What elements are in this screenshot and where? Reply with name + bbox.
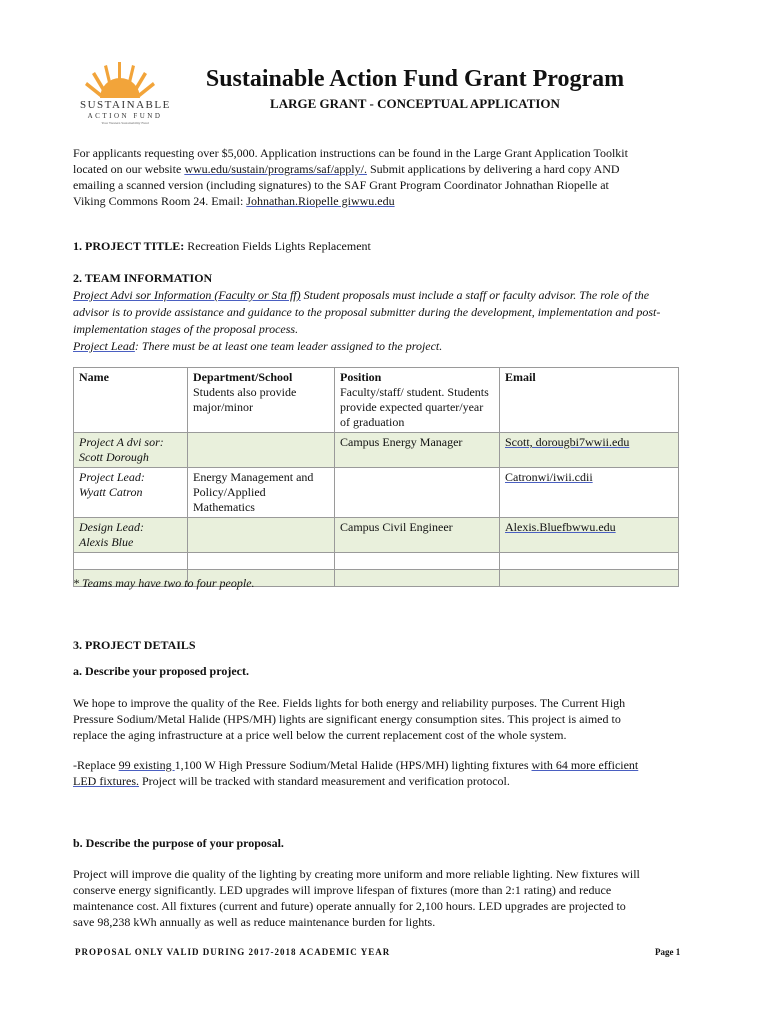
replacement-line-1	[73, 757, 703, 773]
replacement-new: with 64 more efficient	[531, 758, 639, 772]
lead-dept-cell: Energy Management and Policy/Applied Mathematics	[188, 468, 335, 518]
describe-project-label: a. Describe your proposed project.	[73, 664, 249, 678]
intro-text: located on our website	[73, 162, 185, 176]
advisor-label: Project Advi sor Information (Faculty or Sta ff)	[73, 288, 301, 302]
team-info-heading	[73, 271, 212, 286]
table-row	[74, 518, 679, 553]
intro-line-3: emailing a scanned version (including signatures) to the SAF Grant Program Coordinator Johnathan Riopelle at	[73, 178, 609, 192]
advisor-text: Student proposals must include a staff or faculty advisor. The role of the	[300, 288, 650, 302]
replacement-count: 99 existing	[118, 758, 175, 772]
intro-line-2	[73, 161, 703, 177]
lead-name-cell	[74, 468, 188, 518]
intro-text: Viking Commons Room 24. Email:	[73, 194, 247, 208]
logo-tagline: Your Western Sustainability Fund	[101, 121, 149, 125]
header-position	[335, 368, 500, 433]
purpose-line: maintenance cost. All fixtures (current and future) operate annually for 2,100 hours. LED upgrades are projected to	[73, 899, 626, 913]
project-title-label: 1. PROJECT TITLE:	[73, 239, 185, 253]
replacement-text: Project will be tracked with standard measurement and verification protocol.	[138, 774, 510, 788]
header-email	[500, 368, 679, 433]
logo-subtitle: ACTION FUND	[87, 112, 163, 120]
lead-label: Project Lead	[73, 339, 135, 353]
teams-note: * Teams may have two to four people.	[73, 576, 255, 590]
email-link[interactable]: Johnathan.Riopelle giwwu.edu	[246, 194, 395, 208]
page-number: Page 1	[655, 947, 681, 957]
lead-email-link[interactable]: Catronwi/iwii.cdii	[505, 470, 593, 484]
table-row	[74, 433, 679, 468]
purpose-line: save 98,238 kWh annually as well as reduce maintenance burden for lights.	[73, 915, 436, 929]
describe-purpose-label: b. Describe the purpose of your proposal.	[73, 836, 284, 850]
intro-line-4	[73, 193, 703, 209]
header-name	[74, 368, 188, 433]
design-dept-cell	[188, 518, 335, 553]
team-table	[73, 367, 679, 587]
advisor-email-link[interactable]: Scott, dorougbi7wwii.edu	[505, 435, 630, 449]
design-name-cell: Design Lead: Alexis Blue	[74, 518, 188, 553]
replacement-text: 1,100 W High Pressure Sodium/Metal Halide (HPS/MH) lighting fixtures	[174, 758, 532, 772]
project-replacement	[73, 757, 703, 789]
describe-project-heading	[73, 664, 249, 679]
design-email-cell	[500, 518, 679, 553]
header-email-label: Email	[505, 370, 536, 384]
page-title: Sustainable Action Fund Grant Program	[205, 66, 625, 92]
team-info-label: 2. TEAM INFORMATION	[73, 271, 213, 285]
table-row	[74, 468, 679, 518]
advisor-line-3: implementation stages of the proposal process.	[73, 322, 299, 336]
replacement-led: LED fixtures.	[73, 774, 139, 788]
header-dept	[188, 368, 335, 433]
advisor-line-1	[73, 287, 703, 304]
table-header-row	[74, 368, 679, 433]
project-description	[73, 695, 703, 743]
purpose-line: conserve energy significantly. LED upgrades will improve lifespan of fixtures (more than 2:1 rating) and reduce	[73, 883, 612, 897]
website-link[interactable]: wwu.edu/sustain/programs/saf/apply/.	[184, 162, 367, 176]
header-position-label: Position	[340, 370, 382, 384]
description-line: Pressure Sodium/Metal Halide (HPS/MH) lights are significant energy consumption sites. This project is aimed to	[73, 712, 621, 726]
purpose-description	[73, 866, 703, 930]
project-title-section	[73, 239, 371, 254]
advisor-line-2: advisor is to provide assistance and guidance to the proposal submitter during the development, implementation and post-	[73, 305, 661, 319]
advisor-name-cell: Project A dvi sor: Scott Dorough	[74, 433, 188, 468]
advisor-position-cell: Campus Energy Manager	[335, 433, 500, 468]
header-dept-note: Students also provide major/minor	[193, 385, 297, 414]
description-line: replace the aging infrastructure at a price well below the current replacement cost of the whole system.	[73, 728, 567, 742]
replacement-text: -Replace	[73, 758, 119, 772]
footer-validity: PROPOSAL ONLY VALID DURING 2017-2018 ACADEMIC YEAR	[75, 947, 391, 957]
project-title-value: Recreation Fields Lights Replacement	[184, 239, 371, 253]
design-position-cell: Campus Civil Engineer	[335, 518, 500, 553]
header-dept-label: Department/School	[193, 370, 293, 384]
lead-email-cell	[500, 468, 679, 518]
header-position-note: Faculty/staff/ student. Students provide expected quarter/year of graduation	[340, 385, 489, 429]
description-line: We hope to improve the quality of the Ree. Fields lights for both energy and reliability purposes. The Current High	[73, 696, 626, 710]
table-row-empty	[74, 553, 679, 570]
logo-wordmark: SUSTAINABLE	[80, 99, 171, 111]
intro-line-1: For applicants requesting over $5,000. Application instructions can be found in the Large Grant Application Toolkit	[73, 146, 628, 160]
advisor-dept-cell	[188, 433, 335, 468]
describe-purpose-heading	[73, 836, 284, 851]
header-name-label: Name	[79, 370, 109, 384]
lead-line	[73, 338, 703, 355]
page-subtitle: LARGE GRANT - CONCEPTUAL APPLICATION	[270, 96, 560, 111]
purpose-line: Project will improve die quality of the lighting by creating more uniform and more reliable lighting. New fixtures will	[73, 867, 640, 881]
intro-paragraph	[73, 145, 703, 209]
design-email-link[interactable]: Alexis.Bluefbwwu.edu	[505, 520, 616, 534]
advisor-info	[73, 287, 703, 355]
lead-position-cell	[335, 468, 500, 518]
advisor-email-cell	[500, 433, 679, 468]
project-details-heading	[73, 638, 196, 653]
intro-text: Submit applications by delivering a hard copy AND	[366, 162, 620, 176]
lead-name-text: Project Lead: Wyatt Catron	[79, 470, 145, 499]
project-details-label: 3. PROJECT DETAILS	[73, 638, 196, 652]
lead-text: : There must be at least one team leader assigned to the project.	[134, 339, 443, 353]
replacement-line-2	[73, 773, 703, 789]
